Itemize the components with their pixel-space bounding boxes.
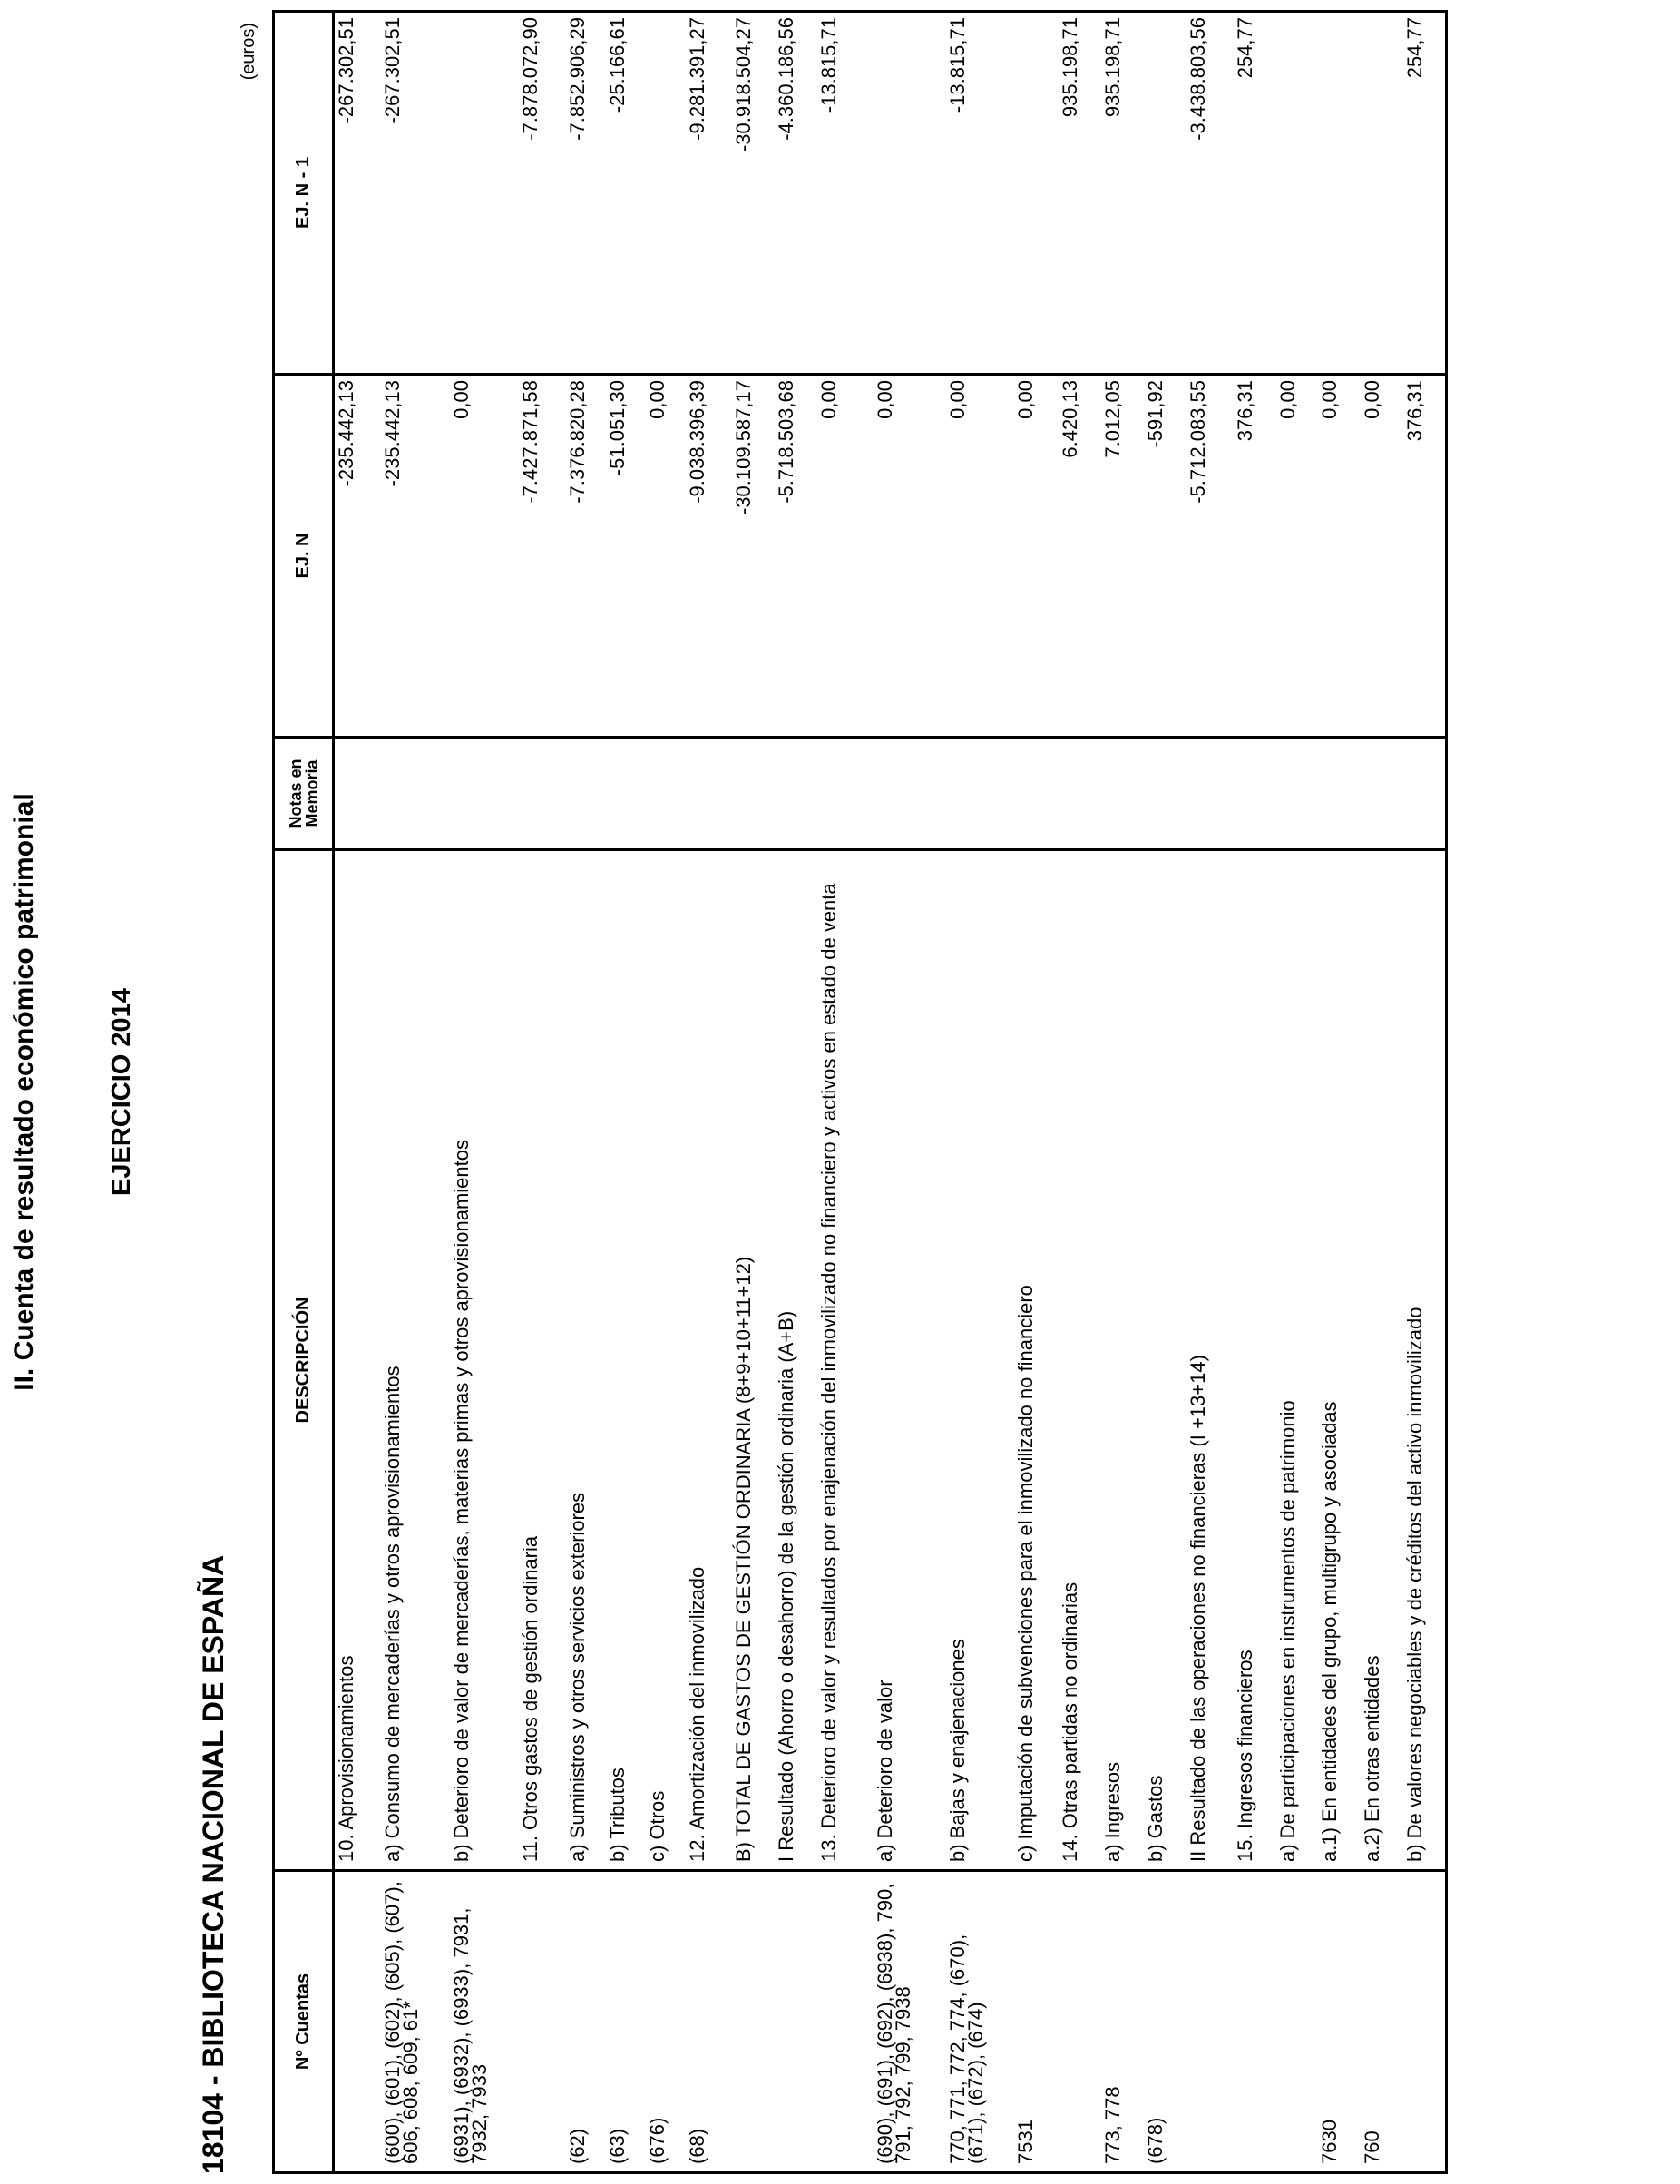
cell-ej-n1: -7.852.906,29 <box>566 12 606 375</box>
cell-notas <box>1234 738 1276 850</box>
cell-cuentas <box>1234 1871 1276 2173</box>
cell-cuentas: (600), (601), (602), (605), (607), 606, 608, 609, 61* <box>381 1871 450 2173</box>
cell-ej-n1: 254,77 <box>1234 12 1276 375</box>
table-row <box>946 12 1014 2173</box>
cell-notas <box>519 738 566 850</box>
cell-ej-n1: -3.438.803,56 <box>1187 12 1234 375</box>
cell-descripcion: a) Consumo de mercaderías y otros aprovisionamientos <box>381 850 450 1871</box>
cell-ej-n: 7.012,05 <box>1101 375 1144 738</box>
cell-notas <box>1403 738 1447 850</box>
cell-notas <box>1276 738 1318 850</box>
cell-descripcion: b) Tributos <box>606 850 646 1871</box>
cell-descripcion: c) Otros <box>646 850 686 1871</box>
cell-ej-n: 376,31 <box>1234 375 1276 738</box>
cell-ej-n1 <box>1361 12 1403 375</box>
ejercicio-heading: EJERCICIO 2014 <box>107 988 136 1196</box>
cell-ej-n: 376,31 <box>1403 375 1447 738</box>
cell-notas <box>1318 738 1361 850</box>
table-row <box>1014 12 1059 2173</box>
table-row <box>1276 12 1318 2173</box>
table-row <box>381 12 450 2173</box>
cell-notas <box>686 738 732 850</box>
cell-ej-n: 0,00 <box>450 375 519 738</box>
statement-table <box>272 10 1448 2174</box>
cell-notas <box>334 738 381 850</box>
document-title: II. Cuenta de resultado económico patrimonial <box>9 793 39 1391</box>
cell-notas <box>566 738 606 850</box>
cell-cuentas <box>732 1871 775 2173</box>
cell-notas <box>874 738 946 850</box>
header-descripcion: DESCRIPCIÓN <box>274 850 334 1871</box>
cell-cuentas: (676) <box>646 1871 686 2173</box>
table-row <box>775 12 817 2173</box>
table-row <box>646 12 686 2173</box>
cell-descripcion: 12. Amortización del inmovilizado <box>686 850 732 1871</box>
table-row <box>1144 12 1187 2173</box>
cell-cuentas <box>1403 1871 1447 2173</box>
cell-ej-n: -5.718.503,68 <box>775 375 817 738</box>
cell-descripcion: a.1) En entidades del grupo, multigrupo y asociadas <box>1318 850 1361 1871</box>
table-row <box>817 12 874 2173</box>
cell-cuentas <box>1276 1871 1318 2173</box>
table-row <box>1059 12 1101 2173</box>
table-row <box>334 12 381 2173</box>
cell-ej-n1: 935.198,71 <box>1059 12 1101 375</box>
cell-descripcion: 14. Otras partidas no ordinarias <box>1059 850 1101 1871</box>
cell-notas <box>1187 738 1234 850</box>
table-row <box>606 12 646 2173</box>
cell-notas <box>817 738 874 850</box>
cell-descripcion: 11. Otros gastos de gestión ordinaria <box>519 850 566 1871</box>
cell-ej-n: 0,00 <box>946 375 1014 738</box>
cell-cuentas: (678) <box>1144 1871 1187 2173</box>
cell-notas <box>381 738 450 850</box>
cell-ej-n1: -267.302,51 <box>381 12 450 375</box>
cell-descripcion: 13. Deterioro de valor y resultados por enajenación del inmovilizado no financiero y activos en estado de venta <box>817 850 874 1871</box>
cell-ej-n1: -7.878.072,90 <box>519 12 566 375</box>
table-row <box>450 12 519 2173</box>
cell-ej-n1 <box>1144 12 1187 375</box>
cell-notas <box>1361 738 1403 850</box>
cell-cuentas <box>519 1871 566 2173</box>
cell-cuentas: 760 <box>1361 1871 1403 2173</box>
table-row <box>519 12 566 2173</box>
cell-ej-n1: 935.198,71 <box>1101 12 1144 375</box>
cell-descripcion: a) Ingresos <box>1101 850 1144 1871</box>
cell-notas <box>606 738 646 850</box>
cell-notas <box>450 738 519 850</box>
cell-cuentas <box>334 1871 381 2173</box>
cell-cuentas <box>1059 1871 1101 2173</box>
cell-ej-n: 0,00 <box>1276 375 1318 738</box>
cell-cuentas <box>775 1871 817 2173</box>
cell-ej-n1 <box>874 12 946 375</box>
cell-notas <box>775 738 817 850</box>
table-header-row <box>274 12 334 2173</box>
cell-notas <box>1014 738 1059 850</box>
cell-descripcion: b) Bajas y enajenaciones <box>946 850 1014 1871</box>
cell-ej-n: 0,00 <box>646 375 686 738</box>
cell-descripcion: a.2) En otras entidades <box>1361 850 1403 1871</box>
cell-ej-n: 0,00 <box>1318 375 1361 738</box>
table-row <box>874 12 946 2173</box>
cell-cuentas: 7630 <box>1318 1871 1361 2173</box>
cell-ej-n: 0,00 <box>874 375 946 738</box>
cell-cuentas: (68) <box>686 1871 732 2173</box>
cell-cuentas: 7531 <box>1014 1871 1059 2173</box>
cell-notas <box>1059 738 1101 850</box>
table-row <box>1318 12 1361 2173</box>
header-notas: Notas en Memoria <box>274 738 334 850</box>
cell-descripcion: b) Deterioro de valor de mercaderías, materias primas y otros aprovisionamientos <box>450 850 519 1871</box>
cell-descripcion: a) De participaciones en instrumentos de patrimonio <box>1276 850 1318 1871</box>
cell-ej-n: 6.420,13 <box>1059 375 1101 738</box>
cell-descripcion: a) Suministros y otros servicios exteriores <box>566 850 606 1871</box>
cell-ej-n1: -267.302,51 <box>334 12 381 375</box>
cell-ej-n: -235.442,13 <box>334 375 381 738</box>
cell-descripcion: II Resultado de las operaciones no financieras (I +13+14) <box>1187 850 1234 1871</box>
cell-ej-n1: -9.281.391,27 <box>686 12 732 375</box>
table-row <box>1187 12 1234 2173</box>
cell-ej-n: -30.109.587,17 <box>732 375 775 738</box>
table-row <box>1234 12 1276 2173</box>
cell-descripcion: 15. Ingresos financieros <box>1234 850 1276 1871</box>
cell-ej-n: -591,92 <box>1144 375 1187 738</box>
cell-cuentas: (6931), (6932), (6933), 7931, 7932, 7933 <box>450 1871 519 2173</box>
cell-ej-n1 <box>646 12 686 375</box>
cell-cuentas <box>1187 1871 1234 2173</box>
cell-ej-n1 <box>450 12 519 375</box>
cell-cuentas <box>817 1871 874 2173</box>
cell-ej-n1 <box>1318 12 1361 375</box>
table-row <box>1101 12 1144 2173</box>
cell-ej-n1 <box>1014 12 1059 375</box>
cell-descripcion: b) Gastos <box>1144 850 1187 1871</box>
cell-ej-n1: -4.360.186,56 <box>775 12 817 375</box>
cell-ej-n: -9.038.396,39 <box>686 375 732 738</box>
table-row <box>1361 12 1403 2173</box>
cell-notas <box>1101 738 1144 850</box>
cell-ej-n: -5.712.083,55 <box>1187 375 1234 738</box>
cell-descripcion: b) De valores negociables y de créditos del activo inmovilizado <box>1403 850 1447 1871</box>
cell-ej-n1: -25.166,61 <box>606 12 646 375</box>
header-ej-n1: EJ. N - 1 <box>274 12 334 375</box>
cell-ej-n: 0,00 <box>1014 375 1059 738</box>
cell-notas <box>646 738 686 850</box>
cell-notas <box>946 738 1014 850</box>
cell-ej-n: 0,00 <box>817 375 874 738</box>
table-row <box>732 12 775 2173</box>
entity-name: 18104 - BIBLIOTECA NACIONAL DE ESPAÑA <box>197 1554 230 2174</box>
header-cuentas: Nº Cuentas <box>274 1871 334 2173</box>
cell-descripcion: I Resultado (Ahorro o desahorro) de la gestión ordinaria (A+B) <box>775 850 817 1871</box>
currency-units: (euros) <box>239 23 259 81</box>
cell-ej-n: -235.442,13 <box>381 375 450 738</box>
cell-notas <box>732 738 775 850</box>
cell-notas <box>1144 738 1187 850</box>
cell-descripcion: c) Imputación de subvenciones para el inmovilizado no financiero <box>1014 850 1059 1871</box>
cell-ej-n: -7.427.871,58 <box>519 375 566 738</box>
cell-cuentas: 773, 778 <box>1101 1871 1144 2173</box>
cell-cuentas: (62) <box>566 1871 606 2173</box>
cell-ej-n1: -13.815,71 <box>817 12 874 375</box>
cell-ej-n: -7.376.820,28 <box>566 375 606 738</box>
header-ej-n: EJ. N <box>274 375 334 738</box>
cell-cuentas: 770, 771, 772, 774, (670), (671), (672), (674) <box>946 1871 1014 2173</box>
table-row <box>686 12 732 2173</box>
cell-cuentas: (63) <box>606 1871 646 2173</box>
cell-ej-n1 <box>1276 12 1318 375</box>
cell-descripcion: a) Deterioro de valor <box>874 850 946 1871</box>
cell-descripcion: 10. Aprovisionamientos <box>334 850 381 1871</box>
table-body <box>334 12 1447 2173</box>
table-row <box>1403 12 1447 2173</box>
cell-ej-n: 0,00 <box>1361 375 1403 738</box>
cell-cuentas: (690), (691), (692), (6938), 790, 791, 792, 799, 7938 <box>874 1871 946 2173</box>
cell-ej-n1: -13.815,71 <box>946 12 1014 375</box>
cell-descripcion: B) TOTAL DE GASTOS DE GESTIÓN ORDINARIA (8+9+10+11+12) <box>732 850 775 1871</box>
cell-ej-n: -51.051,30 <box>606 375 646 738</box>
cell-ej-n1: -30.918.504,27 <box>732 12 775 375</box>
cell-ej-n1: 254,77 <box>1403 12 1447 375</box>
table-row <box>566 12 606 2173</box>
